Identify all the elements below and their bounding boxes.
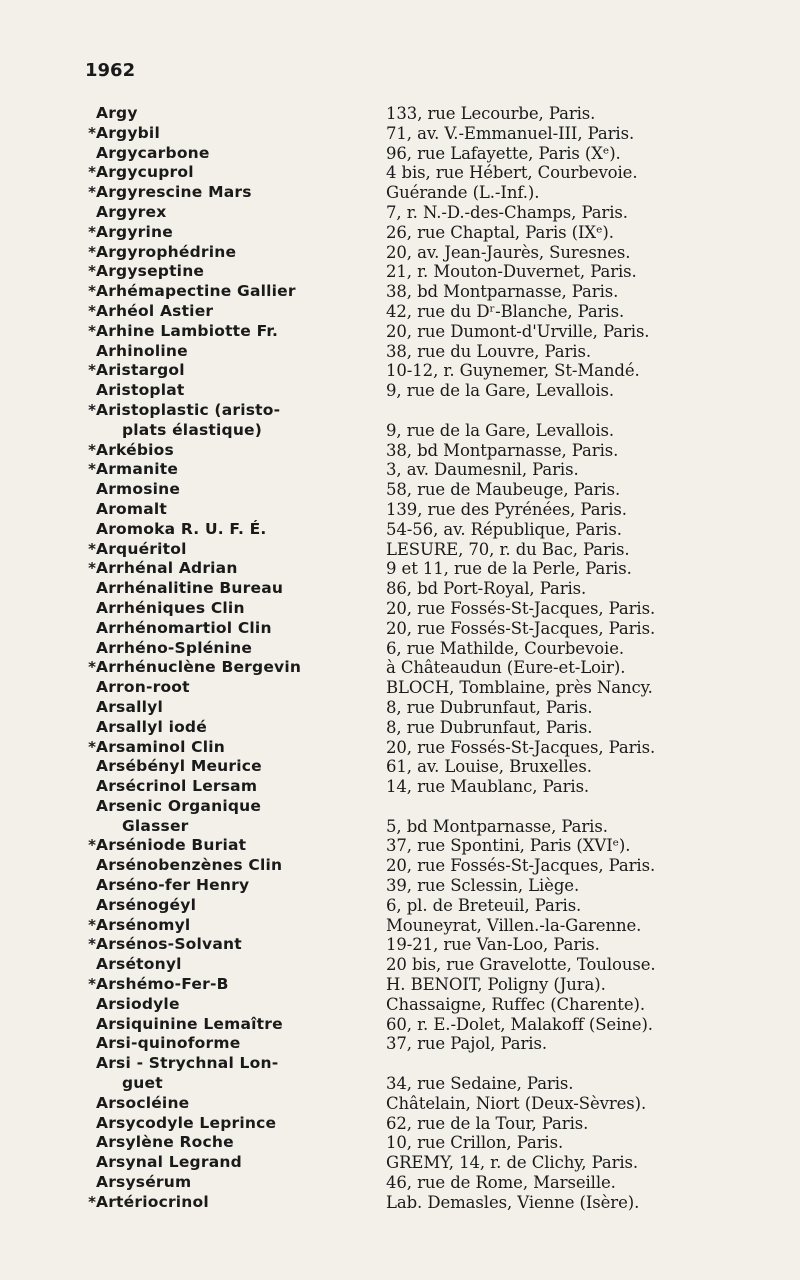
product-address: 7, r. N.-D.-des-Champs, Paris.: [386, 202, 628, 222]
product-address: 38, bd Montparnasse, Paris.: [386, 282, 619, 302]
product-address: Guérande (L.-Inf.).: [386, 183, 540, 203]
product-address: 6, pl. de Breteuil, Paris.: [386, 895, 582, 915]
product-name: Arrhénuclène Bergevin: [96, 658, 302, 677]
product-address: 133, rue Lecourbe, Paris.: [386, 104, 596, 123]
list-item: [0, 104, 800, 124]
list-item: [0, 243, 800, 263]
product-name: Arhine Lambiotte Fr.: [96, 321, 279, 340]
list-item: [0, 935, 800, 955]
list-item: [0, 1133, 800, 1153]
product-address: H. BENOIT, Poligny (Jura).: [386, 975, 606, 995]
product-name: Arquéritol: [96, 539, 187, 558]
product-name: Arron-root: [96, 678, 190, 697]
list-item: [0, 144, 800, 164]
entry-marker: *: [88, 321, 96, 340]
entry-marker: *: [88, 242, 96, 261]
product-address: 37, rue Pajol, Paris.: [386, 1034, 547, 1054]
list-item: [0, 1173, 800, 1193]
list-item: [0, 1034, 800, 1054]
product-address: 96, rue Lafayette, Paris (Xᵉ).: [386, 143, 621, 163]
product-address: BLOCH, Tomblaine, près Nancy.: [386, 678, 653, 698]
product-name: Argyrine: [96, 222, 173, 241]
list-item: [0, 1193, 800, 1213]
list-item: [0, 1054, 800, 1074]
list-item: [0, 1074, 800, 1094]
product-name: Arséniode Buriat: [96, 836, 247, 855]
product-address: 38, bd Montparnasse, Paris.: [386, 440, 619, 460]
product-address: GREMY, 14, r. de Clichy, Paris.: [386, 1153, 639, 1173]
entry-marker: *: [88, 836, 96, 855]
list-item: [0, 540, 800, 560]
product-name: Arséno-fer Henry: [96, 876, 250, 895]
list-item: [0, 559, 800, 579]
list-item: [0, 223, 800, 243]
entry-marker: *: [88, 935, 96, 954]
list-item: [0, 955, 800, 975]
entry-marker: *: [88, 183, 96, 202]
entry-marker: *: [88, 737, 96, 756]
list-item: [0, 441, 800, 461]
product-name: Arsenic Organique: [96, 796, 262, 815]
product-address: 20 bis, rue Gravelotte, Toulouse.: [386, 955, 656, 975]
entry-marker: *: [88, 262, 96, 281]
product-address: 5, bd Montparnasse, Paris.: [386, 816, 608, 836]
product-name: Armanite: [96, 460, 179, 479]
product-address: 139, rue des Pyrénées, Paris.: [386, 499, 627, 519]
product-name: Arsiquinine Lemaître: [96, 1014, 283, 1033]
product-name: Argyrophédrine: [96, 242, 237, 261]
list-item: [0, 995, 800, 1015]
product-address: 54-56, av. République, Paris.: [386, 519, 622, 539]
list-item: [0, 1114, 800, 1134]
product-name: Arsébényl Meurice: [96, 757, 262, 776]
product-name: Arsénos-Solvant: [96, 935, 242, 954]
list-item: [0, 124, 800, 144]
list-item: [0, 619, 800, 639]
list-item: [0, 480, 800, 500]
product-name: Argybil: [96, 123, 160, 142]
list-item: [0, 757, 800, 777]
product-address: Chassaigne, Ruffec (Charente).: [386, 994, 645, 1014]
product-name: Artériocrinol: [96, 1192, 209, 1211]
product-name: Arsiodyle: [96, 994, 180, 1013]
product-address: 9 et 11, rue de la Perle, Paris.: [386, 559, 632, 579]
product-address: Lab. Demasles, Vienne (Isère).: [386, 1192, 640, 1212]
product-name: Aristoplastic (aristo-: [96, 400, 281, 419]
list-item: [0, 916, 800, 936]
list-item: [0, 738, 800, 758]
list-item: [0, 1015, 800, 1035]
product-address: Châtelain, Niort (Deux-Sèvres).: [386, 1093, 647, 1113]
product-address: 26, rue Chaptal, Paris (IXᵉ).: [386, 222, 614, 242]
product-name: Arsallyl: [96, 697, 163, 716]
product-name: Arrhéniques Clin: [96, 598, 245, 617]
list-item: [0, 975, 800, 995]
product-name: Arsallyl iodé: [96, 717, 207, 736]
entry-marker: *: [88, 658, 96, 677]
list-item: [0, 322, 800, 342]
product-name: Arsylène Roche: [96, 1133, 234, 1152]
list-item: [0, 302, 800, 322]
product-name: Arhinoline: [96, 341, 188, 360]
product-address: 61, av. Louise, Bruxelles.: [386, 757, 592, 777]
product-name: Arshémo-Fer-B: [96, 975, 229, 994]
list-item: [0, 1153, 800, 1173]
list-item: [0, 342, 800, 362]
product-name: Argycarbone: [96, 143, 210, 162]
list-item: [0, 381, 800, 401]
list-item: [0, 183, 800, 203]
product-address: 14, rue Maublanc, Paris.: [386, 777, 590, 797]
entry-marker: *: [88, 460, 96, 479]
product-name: Arsi-quinoforme: [96, 1034, 241, 1053]
product-name: Arsétonyl: [96, 955, 182, 974]
product-name: Arsénogéyl: [96, 895, 197, 914]
list-item: [0, 282, 800, 302]
product-name: Arsynal Legrand: [96, 1153, 242, 1172]
product-address: 4 bis, rue Hébert, Courbevoie.: [386, 163, 638, 183]
product-name: Arrhénalitine Bureau: [96, 579, 284, 598]
product-address: 86, bd Port-Royal, Paris.: [386, 579, 587, 599]
entry-marker: *: [88, 400, 96, 419]
list-item: [0, 163, 800, 183]
product-address: 10-12, r. Guynemer, St-Mandé.: [386, 361, 640, 381]
list-item: [0, 658, 800, 678]
product-name: Arhémapectine Gallier: [96, 282, 296, 301]
entry-marker: *: [88, 222, 96, 241]
entry-marker: *: [88, 301, 96, 320]
product-name: Argycuprol: [96, 163, 194, 182]
product-address: 6, rue Mathilde, Courbevoie.: [386, 638, 625, 658]
list-item: [0, 520, 800, 540]
entry-marker: *: [88, 440, 96, 459]
product-name: guet: [122, 1074, 163, 1093]
product-address: 39, rue Sclessin, Liège.: [386, 876, 580, 896]
product-address: à Châteaudun (Eure-et-Loir).: [386, 658, 626, 678]
list-item: [0, 817, 800, 837]
product-name: Arsénobenzènes Clin: [96, 856, 283, 875]
list-item: [0, 797, 800, 817]
entry-list: [0, 104, 800, 1213]
product-name: Aromoka R. U. F. É.: [96, 519, 267, 538]
product-name: plats élastique): [122, 420, 263, 439]
product-name: Aristoplat: [96, 381, 185, 400]
product-name: Arrhénomartiol Clin: [96, 618, 272, 637]
product-address: 9, rue de la Gare, Levallois.: [386, 420, 615, 440]
product-address: 20, rue Fossés-St-Jacques, Paris.: [386, 856, 656, 876]
list-item: [0, 460, 800, 480]
list-item: [0, 698, 800, 718]
list-item: [0, 401, 800, 421]
product-address: 21, r. Mouton-Duvernet, Paris.: [386, 262, 637, 282]
product-name: Argyseptine: [96, 262, 205, 281]
list-item: [0, 678, 800, 698]
product-name: Arsocléine: [96, 1093, 190, 1112]
product-address: 20, rue Fossés-St-Jacques, Paris.: [386, 618, 656, 638]
product-name: Armosine: [96, 480, 181, 499]
entry-marker: *: [88, 559, 96, 578]
product-address: 9, rue de la Gare, Levallois.: [386, 381, 615, 401]
product-name: Arsaminol Clin: [96, 737, 226, 756]
product-address: 34, rue Sedaine, Paris.: [386, 1074, 574, 1094]
product-name: Arhéol Astier: [96, 301, 214, 320]
product-address: 8, rue Dubrunfaut, Paris.: [386, 697, 593, 717]
entry-marker: *: [88, 123, 96, 142]
list-item: [0, 262, 800, 282]
list-item: [0, 599, 800, 619]
product-address: 58, rue de Maubeuge, Paris.: [386, 480, 621, 500]
list-item: [0, 639, 800, 659]
product-address: 46, rue de Rome, Marseille.: [386, 1173, 616, 1193]
product-address: 62, rue de la Tour, Paris.: [386, 1113, 589, 1133]
product-address: 42, rue du Dʳ-Blanche, Paris.: [386, 301, 625, 321]
list-item: [0, 579, 800, 599]
product-address: 20, rue Fossés-St-Jacques, Paris.: [386, 598, 656, 618]
product-name: Arsysérum: [96, 1173, 192, 1192]
entry-marker: *: [88, 163, 96, 182]
product-name: Arsycodyle Leprince: [96, 1113, 277, 1132]
list-item: [0, 421, 800, 441]
list-item: [0, 856, 800, 876]
product-address: 3, av. Daumesnil, Paris.: [386, 460, 579, 480]
entry-marker: *: [88, 539, 96, 558]
product-name: Argy: [96, 104, 138, 122]
product-address: Mouneyrat, Villen.-la-Garenne.: [386, 915, 642, 935]
entry-marker: *: [88, 975, 96, 994]
list-item: [0, 500, 800, 520]
product-name: Arrhénal Adrian: [96, 559, 238, 578]
product-name: Arsénomyl: [96, 915, 191, 934]
product-address: 38, rue du Louvre, Paris.: [386, 341, 591, 361]
product-name: Argyrex: [96, 202, 167, 221]
product-name: Arsi - Strychnal Lon-: [96, 1054, 279, 1073]
product-address: 71, av. V.-Emmanuel-III, Paris.: [386, 123, 635, 143]
list-item: [0, 777, 800, 797]
entry-marker: *: [88, 1192, 96, 1211]
page-number: 1962: [85, 60, 136, 81]
product-name: Argyrescine Mars: [96, 183, 252, 202]
product-name: Aristargol: [96, 361, 185, 380]
product-address: 60, r. E.-Dolet, Malakoff (Seine).: [386, 1014, 653, 1034]
product-name: Aromalt: [96, 499, 168, 518]
entry-marker: *: [88, 915, 96, 934]
product-name: Arrhéno-Splénine: [96, 638, 253, 657]
product-address: 19-21, rue Van-Loo, Paris.: [386, 935, 600, 955]
list-item: [0, 876, 800, 896]
product-address: 37, rue Spontini, Paris (XVIᵉ).: [386, 836, 631, 856]
list-item: [0, 896, 800, 916]
product-address: 20, rue Dumont-d'Urville, Paris.: [386, 321, 650, 341]
product-address: 20, rue Fossés-St-Jacques, Paris.: [386, 737, 656, 757]
product-name: Arsécrinol Lersam: [96, 777, 258, 796]
list-item: [0, 1094, 800, 1114]
product-address: 8, rue Dubrunfaut, Paris.: [386, 717, 593, 737]
entry-marker: *: [88, 282, 96, 301]
list-item: [0, 203, 800, 223]
entry-marker: *: [88, 361, 96, 380]
list-item: [0, 836, 800, 856]
product-name: Glasser: [122, 816, 189, 835]
product-address: 10, rue Crillon, Paris.: [386, 1133, 564, 1153]
list-item: [0, 361, 800, 381]
list-item: [0, 718, 800, 738]
product-address: LESURE, 70, r. du Bac, Paris.: [386, 539, 630, 559]
product-address: 20, av. Jean-Jaurès, Suresnes.: [386, 242, 631, 262]
product-name: Arkébios: [96, 440, 174, 459]
